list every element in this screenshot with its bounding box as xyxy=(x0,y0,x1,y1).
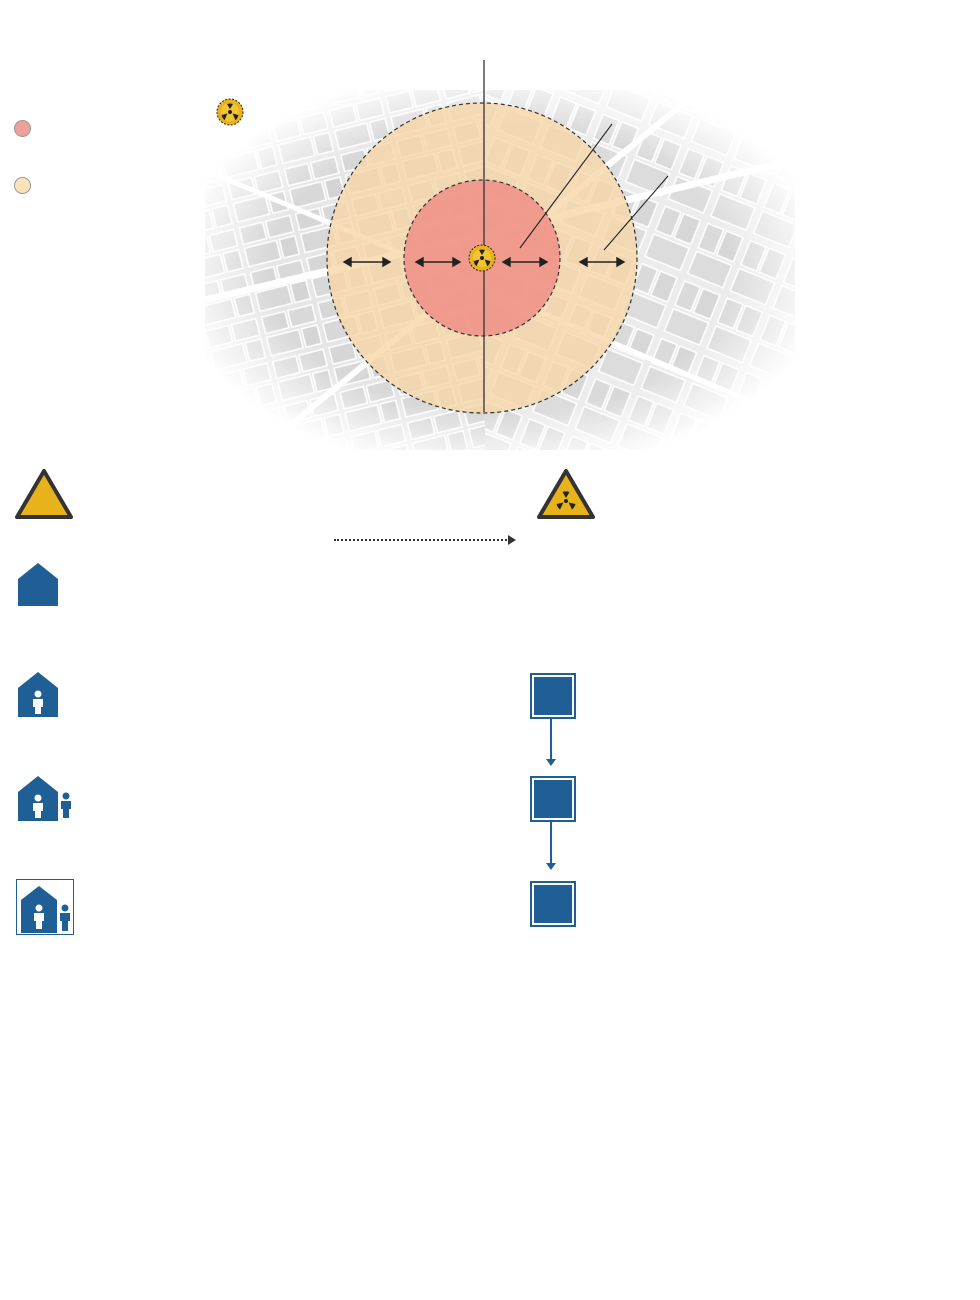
radiation-focus-icon xyxy=(469,245,495,271)
building-persons-frame-icon xyxy=(16,879,74,935)
phase-connector xyxy=(550,714,552,762)
zone-map xyxy=(0,0,980,460)
warning-icon xyxy=(14,468,74,520)
flow-arrow xyxy=(334,539,510,541)
legend-urgent xyxy=(14,120,34,161)
building-persons-icon xyxy=(16,774,76,822)
building-icon xyxy=(16,561,60,607)
radiation-warning-icon xyxy=(536,468,596,520)
legend-swatch-alert xyxy=(14,177,31,194)
flow-arrow-head xyxy=(508,535,516,545)
building-person-icon xyxy=(16,670,60,718)
phase-connector-head xyxy=(546,863,556,870)
legend-alert xyxy=(14,178,31,197)
phase-badge-1 xyxy=(532,675,574,717)
phase-connector-head xyxy=(546,759,556,766)
phase-connector xyxy=(550,818,552,866)
phase-badge-2 xyxy=(532,778,574,820)
phase-badge-3 xyxy=(532,883,574,925)
legend-radiation-icon xyxy=(217,99,243,125)
dot-chart xyxy=(0,1040,980,1240)
legend-swatch-urgent xyxy=(14,120,31,137)
